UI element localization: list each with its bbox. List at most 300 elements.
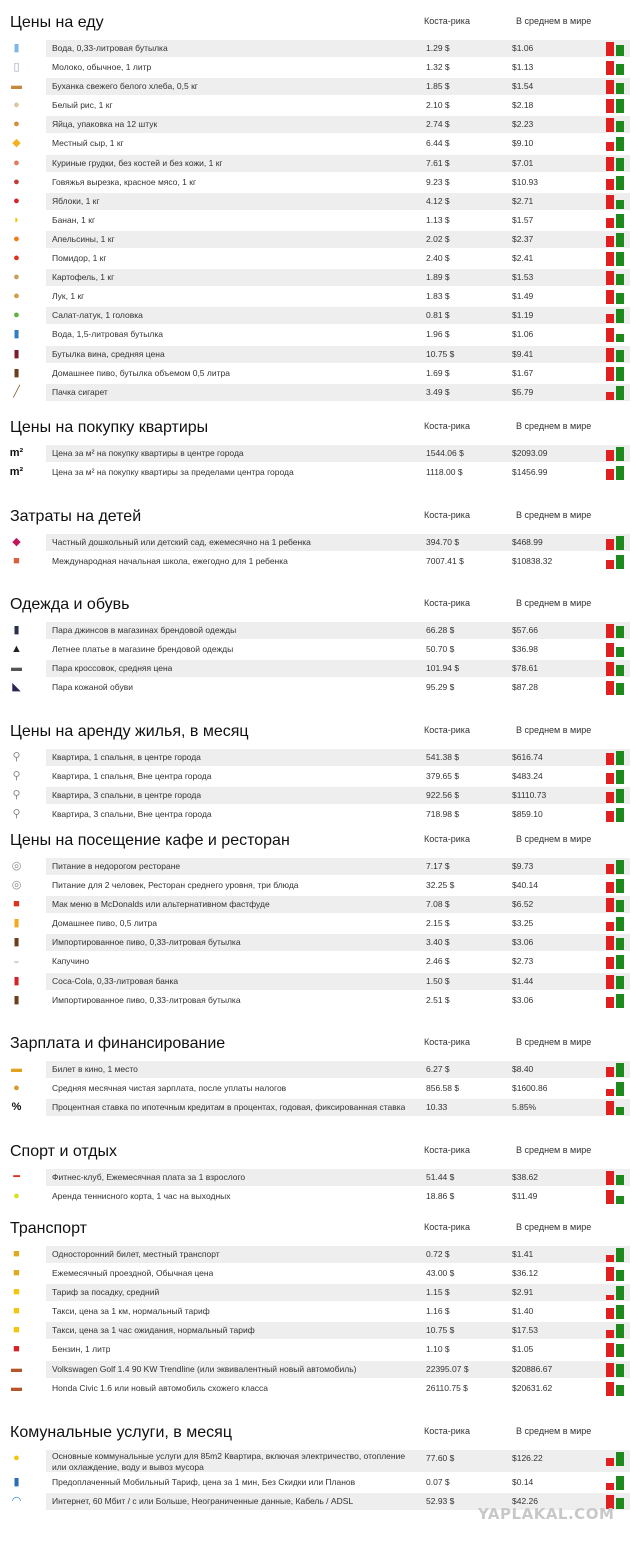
comparison-bars [606,446,630,461]
local-bar [606,236,614,247]
world-bar [616,626,624,638]
comparison-bars [606,1285,630,1300]
world-bar [616,350,624,362]
table-row [0,914,640,933]
local-price: 3.49 $ [426,386,450,397]
banana-icon: ◗ [13,213,20,226]
world-price: $468.99 [512,537,543,547]
local-price: 10.75 $ [426,1325,455,1336]
world-price: $1.57 [512,214,534,225]
world-price: $1.53 [512,272,534,283]
comparison-bars [606,859,630,874]
local-price: 1.83 $ [426,291,450,302]
world-price: 5.85% [512,1102,537,1113]
local-price: 0.72 $ [426,1249,450,1259]
item-name: Пачка сигарет [52,386,108,397]
column-header-local: Коста-рика [424,1037,470,1047]
table-row [0,1264,640,1283]
local-bar [606,195,614,209]
local-bar [606,271,614,285]
section-title: Транспорт [10,1220,87,1237]
bus-icon: ■ [13,1267,20,1280]
world-price: $11.49 [512,1191,538,1202]
comparison-bars [606,270,630,285]
world-bar [616,176,624,190]
world-bar [616,64,624,75]
table-row [0,96,640,115]
comparison-bars [606,1342,630,1357]
comparison-bars [606,251,630,266]
world-bar [616,665,624,676]
world-bar [616,1476,624,1490]
comparison-bars [606,623,630,638]
world-price: $483.24 [512,771,543,782]
section-title: Комунальные услуги, в месяц [10,1424,232,1441]
comparison-bars [606,1323,630,1338]
local-bar [606,1295,614,1300]
comparison-bars [606,156,630,171]
world-bar [616,309,624,323]
local-price: 6.44 $ [426,138,450,149]
world-price: $126.22 [512,1453,543,1463]
item-name: Местный сыр, 1 кг [52,138,124,149]
table-row [0,173,640,192]
local-bar [606,1458,614,1466]
local-bar [606,662,614,676]
local-bar [606,864,614,874]
world-bar [616,466,624,480]
item-name: Цена за м² на покупку квартиры в центре города [52,448,244,458]
local-bar [606,539,614,550]
school-icon: ■ [13,555,20,568]
item-name: Питание для 2 человек, Ресторан среднего уровня, три блюда [52,880,299,891]
comparison-bars [606,1451,630,1466]
car-icon: ▬ [11,1362,22,1375]
world-bar [616,1344,624,1357]
item-name: Квартира, 3 спальни, Вне центра города [52,809,212,820]
table-row [0,659,640,678]
item-name: Белый рис, 1 кг [52,100,113,111]
coffee-icon: ◒ [13,955,20,968]
column-header-world: В среднем в мире [516,1426,592,1436]
world-bar [616,158,624,171]
comparison-bars [606,1381,630,1396]
world-price: $1.13 [512,62,534,73]
local-bar [606,61,614,75]
table-row [0,444,640,463]
local-price: 10.75 $ [426,348,455,359]
local-bar [606,367,614,381]
item-name: Лук, 1 кг [52,291,85,302]
table-row [0,345,640,364]
world-price: $2.23 [512,119,534,130]
plate-icon: ◎ [11,860,22,872]
world-price: $859.10 [512,809,543,820]
item-name: Яблоки, 1 кг [52,195,100,206]
world-bar [616,447,624,461]
world-bar [616,647,624,657]
table-row [0,533,640,552]
local-price: 922.56 $ [426,790,460,801]
comparison-bars [606,769,630,784]
local-price: 3.40 $ [426,937,450,948]
world-price: $10.93 [512,176,538,187]
milk-icon: ▯ [13,61,20,74]
local-price: 1.29 $ [426,43,450,53]
local-price: 1.15 $ [426,1287,450,1298]
local-bar [606,1343,614,1357]
local-price: 2.51 $ [426,994,450,1005]
item-name: Домашнее пиво, 0,5 литра [52,918,157,929]
local-price: 52.93 $ [426,1496,455,1507]
table-row [0,58,640,77]
key-icon: ⚲ [12,770,21,783]
table-row [0,77,640,96]
local-price: 1.32 $ [426,62,450,73]
table-row [0,463,640,482]
item-name: Бензин, 1 литр [52,1344,111,1355]
world-price: $42.26 [512,1496,538,1507]
comparison-bars [606,954,630,969]
column-header-world: В среднем в мире [516,598,592,608]
m2-icon: m² [9,466,24,479]
beer-glass-icon: ▮ [13,917,20,930]
world-bar [616,994,624,1008]
row-background [46,269,630,286]
item-name: Помидор, 1 кг [52,253,107,264]
column-header-local: Коста-рика [424,510,470,520]
world-bar [616,252,624,266]
table-row [0,805,640,824]
section-title: Одежда и обувь [10,596,130,613]
world-price: $2.91 [512,1287,534,1298]
local-bar [606,1190,614,1204]
item-name: Летнее платье в магазине брендовой одежды [52,644,234,655]
local-price: 66.28 $ [426,625,455,635]
table-row [0,1321,640,1340]
watermark: YAPLAKAL.COM [478,1505,615,1523]
price-table [0,1449,640,1511]
row-background [46,193,630,210]
bread-icon: ▬ [11,80,22,93]
column-header-world: В среднем в мире [516,16,592,26]
plate-icon: ◎ [11,879,22,892]
world-bar [616,917,624,931]
local-price: 0.07 $ [426,1477,450,1487]
local-price: 1.10 $ [426,1344,450,1355]
local-price: 77.60 $ [426,1453,455,1463]
comparison-bars [606,347,630,362]
beef-icon: ● [13,175,20,188]
comparison-bars [606,1170,630,1185]
local-bar [606,157,614,171]
table-row [0,1245,640,1264]
table-row [0,1168,640,1187]
world-bar [616,200,624,209]
item-name: Апельсины, 1 кг [52,233,115,244]
item-name: Квартира, 3 спальни, в центре города [52,790,202,801]
world-price: $36.12 [512,1268,538,1279]
local-bar [606,1483,614,1490]
local-price: 50.70 $ [426,644,455,655]
world-price: $1600.86 [512,1083,548,1094]
table-row [0,383,640,402]
world-price: $1.54 [512,81,534,92]
local-bar [606,179,614,190]
local-price: 2.40 $ [426,253,450,264]
local-bar [606,218,614,228]
column-header-local: Коста-рика [424,421,470,431]
local-price: 856.58 $ [426,1083,460,1094]
item-name: Процентная ставка по ипотечным кредитам в процентах, годовая, фиксированная ставка [52,1102,406,1113]
world-price: $3.06 [512,937,534,948]
item-name: Международная начальная школа, ежегодно для 1 ребенка [52,556,288,567]
column-header-world: В среднем в мире [516,510,592,520]
comparison-bars [606,807,630,822]
section-title: Цены на посещение кафе и ресторан [10,832,290,849]
local-price: 1.85 $ [426,81,450,92]
chicken-icon: ● [13,156,20,169]
world-bar [616,536,624,550]
table-row [0,364,640,383]
bus-icon: ■ [13,1248,20,1260]
local-price: 394.70 $ [426,537,460,547]
world-price: $0.14 [512,1477,534,1487]
world-bar [616,1364,624,1377]
world-bar [616,770,624,784]
table-row [0,1302,640,1321]
table-row [0,154,640,173]
world-bar [616,1063,624,1077]
item-name: Такси, цена за 1 час ожидания, нормальный тариф [52,1325,255,1336]
local-bar [606,882,614,893]
beer-icon: ▮ [13,936,20,949]
world-bar [616,1270,624,1281]
world-bar [616,1196,624,1204]
table-row [0,306,640,325]
item-name: Питание в недорогом ресторане [52,861,181,871]
world-bar [616,683,624,695]
local-bar [606,1267,614,1281]
table-row [0,1360,640,1379]
item-name: Импортированное пиво, 0,33-литровая бутылка [52,937,241,948]
phone-icon: ▮ [13,1476,20,1488]
comparison-bars [606,935,630,950]
item-name: Билет в кино, 1 место [52,1064,138,1074]
world-bar [616,293,624,304]
item-name: Volkswagen Golf 1.4 90 KW Trendline (или эквивалентный новый автомобиль) [52,1363,357,1374]
column-header-world: В среднем в мире [516,1145,592,1155]
table-row [0,972,640,991]
world-price: $1.41 [512,1249,534,1259]
local-bar [606,643,614,657]
table-row [0,991,640,1010]
local-price: 7.08 $ [426,899,450,910]
local-price: 95.29 $ [426,682,455,693]
comparison-bars [606,308,630,323]
comparison-bars [606,136,630,151]
coin-icon: ● [13,1082,20,1095]
item-name: Пара кроссовок, средняя цена [52,663,173,674]
comparison-bars [606,916,630,931]
comparison-bars [606,642,630,657]
table-row [0,211,640,230]
world-price: $1.67 [512,367,534,378]
local-bar [606,328,614,342]
world-bar [616,233,624,247]
world-bar [616,121,624,132]
comparison-bars [606,1362,630,1377]
item-name: Предоплаченный Мобильный Тариф, цена за 1 мин, Без Скидки или Планов [52,1477,356,1487]
world-bar [616,274,624,285]
section-title: Цены на покупку квартиры [10,419,209,436]
item-name: Банан, 1 кг [52,214,96,225]
local-price: 2.74 $ [426,119,450,130]
column-header-local: Коста-рика [424,834,470,844]
table-row [0,39,640,58]
local-price: 718.98 $ [426,809,460,820]
local-price: 4.12 $ [426,195,450,206]
world-price: $1.19 [512,310,534,321]
comparison-bars [606,535,630,550]
beer-icon: ▮ [13,993,20,1006]
item-name: Картофель, 1 кг [52,272,115,283]
world-bar [616,45,624,56]
local-bar [606,1363,614,1377]
comparison-bars [606,1475,630,1490]
jeans-icon: ▮ [13,624,20,636]
table-row [0,192,640,211]
comparison-bars [606,366,630,381]
price-table [0,1245,640,1398]
column-header-world: В среднем в мире [516,725,592,735]
world-bar [616,386,624,400]
world-price: $20886.67 [512,1363,553,1374]
price-table [0,1060,640,1117]
table-row [0,325,640,344]
world-bar [616,1286,624,1300]
local-price: 1.69 $ [426,367,450,378]
comparison-bars [606,1062,630,1077]
comparison-bars [606,175,630,190]
local-price: 32.25 $ [426,880,455,891]
table-row [0,640,640,659]
comparison-bars [606,993,630,1008]
local-price: 1.50 $ [426,975,450,986]
orange-icon: ● [13,232,20,245]
comparison-bars [606,327,630,342]
comparison-bars [606,385,630,400]
local-price: 2.46 $ [426,956,450,967]
item-name: Домашнее пиво, бутылка объемом 0,5 литра [52,367,230,378]
world-price: $616.74 [512,752,543,762]
car-icon: ▬ [11,1381,22,1394]
wifi-icon: ◠ [11,1495,22,1508]
comparison-bars [606,117,630,132]
item-name: Интернет, 60 Мбит / с или Больше, Неограниченные данные, Кабель / ADSL [52,1496,354,1507]
local-price: 10.33 [426,1102,448,1113]
item-name: Ежемесячный проездной, Обычная цена [52,1268,214,1279]
comparison-bars [606,289,630,304]
item-name: Цена за м² на покупку квартиры за пределами центра города [52,467,294,478]
world-bar [616,1082,624,1096]
world-price: $9.73 [512,861,534,871]
comparison-bars [606,1189,630,1204]
local-bar [606,1330,614,1338]
comparison-bars [606,554,630,569]
world-bar [616,808,624,822]
table-row [0,767,640,786]
local-bar [606,560,614,569]
potato-icon: ● [13,271,20,284]
item-name: Куриные грудки, без костей и без кожи, 1 кг [52,157,223,168]
local-bar [606,290,614,304]
table-row [0,1060,640,1079]
water-big-icon: ▮ [13,328,20,341]
world-price: $9.10 [512,138,534,149]
percent-icon: % [11,1101,22,1114]
local-bar [606,811,614,822]
local-bar [606,624,614,638]
world-price: $3.06 [512,994,534,1005]
local-bar [606,252,614,266]
local-price: 7007.41 $ [426,556,464,567]
comparison-bars [606,897,630,912]
world-price: $38.62 [512,1172,538,1182]
local-price: 1.16 $ [426,1306,450,1317]
price-table [0,748,640,824]
comparison-bars [606,98,630,113]
world-price: $6.52 [512,899,534,910]
egg-icon: ● [13,118,20,131]
local-price: 18.86 $ [426,1191,455,1202]
local-bar [606,1255,614,1262]
column-header-world: В среднем в мире [516,834,592,844]
world-price: $57.66 [512,625,538,635]
local-bar [606,898,614,912]
table-row [0,621,640,640]
item-name: Пара джинсов в магазинах брендовой одежды [52,625,237,635]
item-name: Квартира, 1 спальня, в центре города [52,752,201,762]
table-row [0,1283,640,1302]
item-name: Вода, 0,33-литровая бутылка [52,43,168,53]
table-row [0,895,640,914]
local-bar [606,681,614,695]
local-bar [606,80,614,94]
item-name: Односторонний билет, местный транспорт [52,1249,220,1259]
item-name: Молоко, обычное, 1 литр [52,62,152,73]
item-name: Буханка свежего белого хлеба, 0,5 кг [52,81,198,92]
local-bar [606,1089,614,1096]
comparison-bars [606,1100,630,1115]
world-bar [616,860,624,874]
local-bar [606,348,614,362]
world-bar [616,879,624,893]
item-name: Квартира, 1 спальня, Вне центра города [52,771,212,782]
world-bar [616,955,624,969]
local-price: 43.00 $ [426,1268,455,1279]
table-row [0,857,640,876]
local-bar [606,922,614,931]
table-row [0,287,640,306]
world-price: $1.40 [512,1306,534,1317]
world-price: $2.18 [512,100,534,111]
comparison-bars [606,878,630,893]
world-price: $2.37 [512,233,534,244]
table-row [0,786,640,805]
local-bar [606,314,614,323]
comparison-bars [606,788,630,803]
